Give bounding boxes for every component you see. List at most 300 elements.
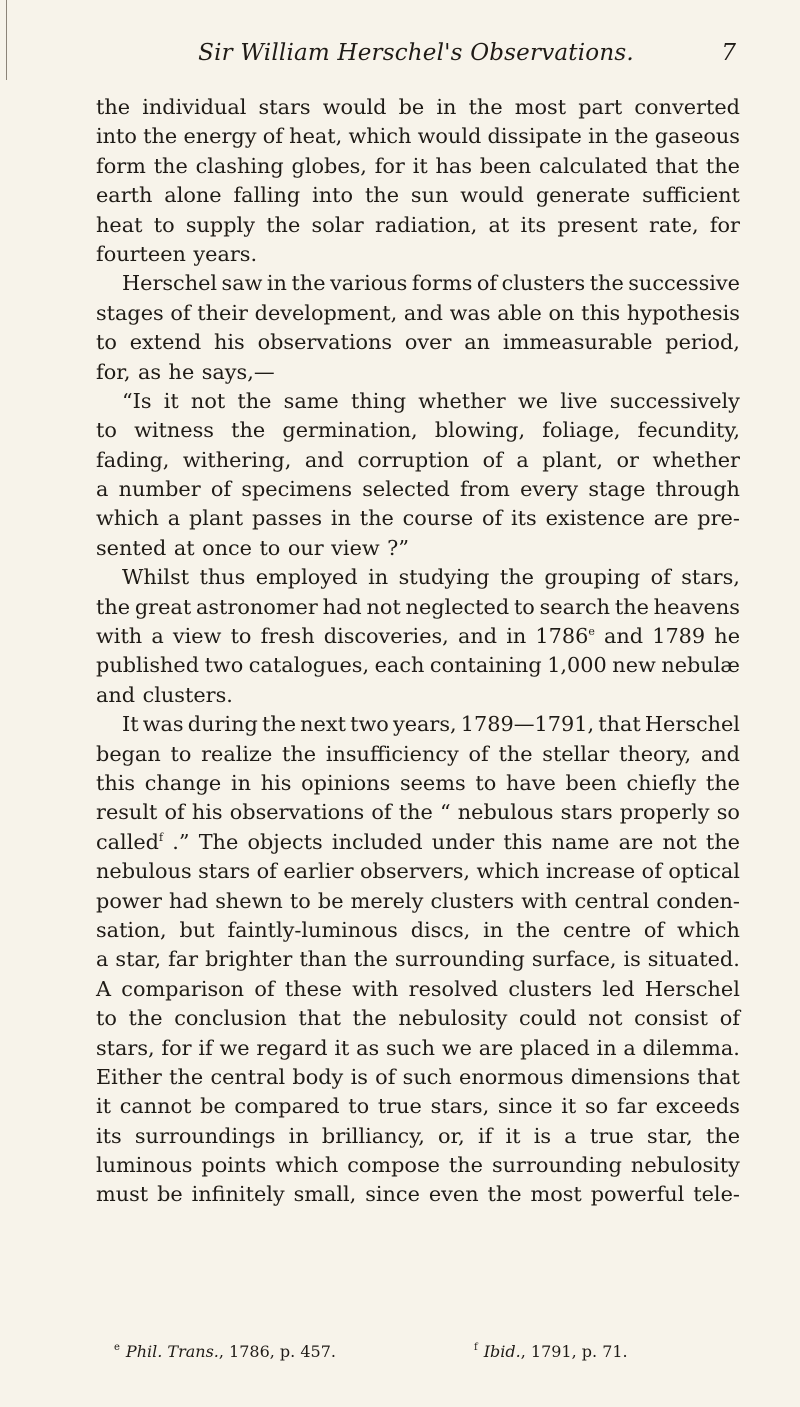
word: be: [398, 95, 425, 119]
footnote-source: Ibid.: [483, 1342, 521, 1361]
word: small,: [293, 1182, 357, 1207]
footnote-source: Phil. Trans.: [125, 1342, 219, 1361]
word: which: [96, 506, 159, 531]
text-line: [96, 1004, 740, 1033]
word: merely: [350, 888, 424, 913]
word: ?”: [387, 535, 409, 560]
word: as: [356, 1035, 380, 1060]
word: into: [96, 124, 137, 149]
text-line: [96, 916, 740, 945]
word: optical: [668, 859, 740, 884]
word: able: [497, 300, 542, 325]
word: star,: [647, 1123, 693, 1148]
word: been: [479, 153, 532, 178]
word: blowing,: [434, 418, 526, 443]
word: heat: [96, 212, 143, 237]
word: witness: [134, 418, 214, 443]
word: such: [385, 1035, 436, 1060]
text-line: [96, 857, 740, 886]
word: a: [151, 624, 164, 649]
word: this: [503, 829, 543, 854]
word: surface,: [531, 947, 617, 972]
word: stellar: [542, 741, 610, 766]
word: centre: [563, 917, 632, 942]
word: had: [322, 594, 362, 619]
word: Herschel: [644, 712, 740, 737]
word: corruption: [357, 447, 470, 472]
word: faintly-luminous: [227, 917, 398, 942]
word: surrounding: [491, 1153, 622, 1178]
running-title: Sir William Herschel's Observations.: [198, 40, 634, 66]
word: through: [655, 477, 740, 502]
word: to: [230, 624, 252, 649]
word: thus: [199, 565, 246, 590]
word: to: [259, 535, 281, 560]
word: .”: [172, 829, 190, 854]
word: the: [266, 212, 301, 237]
word: that: [298, 1006, 341, 1031]
word: of: [170, 300, 191, 325]
word: immeasurable: [502, 330, 653, 355]
word: the: [516, 917, 551, 942]
word: in: [288, 1123, 309, 1148]
word: nebulosity: [398, 1006, 508, 1031]
word: over: [404, 330, 452, 355]
word: clashing: [195, 153, 284, 178]
word: Herschel: [644, 976, 740, 1001]
word: 1786e: [535, 624, 595, 649]
word: of: [482, 447, 503, 472]
word: most: [514, 95, 567, 119]
text-line: [96, 828, 740, 857]
word: the: [128, 1006, 163, 1031]
word: sufficient: [642, 183, 740, 208]
text-line: [96, 651, 740, 680]
word: grouping: [544, 565, 641, 590]
word: be: [157, 1182, 183, 1207]
word: sation,: [96, 917, 167, 942]
word: under: [431, 829, 495, 854]
word: true: [589, 1123, 634, 1148]
word: in: [330, 506, 351, 531]
word: resolved: [408, 976, 499, 1001]
word: observations: [257, 330, 393, 355]
word: two: [350, 712, 389, 737]
word: clusters: [508, 976, 593, 1001]
word: globes,: [291, 153, 367, 178]
text-line: [96, 740, 740, 769]
word: since: [365, 1182, 420, 1207]
word: infinitely: [191, 1182, 285, 1207]
word: even: [428, 1182, 479, 1207]
word: not: [190, 388, 226, 413]
word: with: [96, 624, 143, 649]
text-line: [96, 1151, 740, 1180]
text-line: [96, 358, 740, 387]
word: nebulæ: [661, 653, 740, 678]
word: the: [468, 95, 503, 119]
word: of: [262, 124, 283, 149]
word: fecundity,: [637, 418, 740, 443]
text-line: [96, 1063, 740, 1092]
word: at: [173, 535, 195, 560]
word: a: [623, 1035, 636, 1060]
word: of: [468, 741, 489, 766]
word: to: [513, 594, 535, 619]
word: the: [352, 1006, 387, 1031]
word: is: [350, 1064, 368, 1089]
text-line: [96, 593, 740, 622]
word: central: [574, 888, 650, 913]
word: began: [96, 741, 161, 766]
word: with: [352, 976, 399, 1001]
page-edge-mark: [0, 0, 7, 80]
word: to: [96, 330, 117, 355]
word: of: [481, 506, 503, 531]
word: dilemma.: [642, 1035, 740, 1060]
word: next: [300, 712, 346, 737]
text-line: [96, 475, 740, 504]
word: search: [539, 594, 611, 619]
text-line: [96, 122, 740, 151]
word: hypothesis: [626, 300, 740, 325]
word: we: [517, 388, 549, 413]
text-line: [96, 181, 740, 210]
word: surrounding: [394, 947, 525, 972]
word: far: [168, 947, 199, 972]
word: so: [716, 800, 740, 825]
text-line: [96, 269, 740, 298]
word: number: [118, 477, 201, 502]
word: included: [331, 829, 423, 854]
word: stars,: [681, 565, 740, 590]
word: studying: [398, 565, 490, 590]
word: is: [533, 1123, 552, 1148]
word: be: [200, 1094, 226, 1119]
word: of: [643, 917, 665, 942]
word: passes: [251, 506, 322, 531]
word: its: [520, 212, 547, 237]
word: years.: [193, 241, 258, 266]
word: astronomer: [195, 594, 318, 619]
word: supply: [185, 212, 255, 237]
word: every: [520, 477, 579, 502]
word: to: [348, 1094, 370, 1119]
word: conden-: [656, 888, 740, 913]
word: placed: [520, 1035, 590, 1060]
footnote-f: [474, 1339, 628, 1365]
word: of: [254, 976, 275, 1001]
word: his: [214, 330, 245, 355]
word: nebulous: [457, 800, 554, 825]
word: to: [170, 741, 192, 766]
word: calculated: [538, 153, 648, 178]
word: in: [230, 770, 251, 795]
word: gaseous: [654, 124, 740, 149]
word: opinions: [301, 770, 391, 795]
word: their: [197, 300, 248, 325]
text-line: [96, 945, 740, 974]
word: great: [134, 594, 192, 619]
word: brilliancy,: [321, 1123, 425, 1148]
word: at: [488, 212, 510, 237]
word: in: [436, 95, 457, 119]
text-line: [96, 387, 740, 416]
word: body: [292, 1064, 344, 1089]
word: clusters.: [142, 682, 233, 707]
text-line: [96, 328, 740, 357]
word: falling: [233, 183, 301, 208]
word: withering,: [182, 447, 292, 472]
word: the: [96, 95, 131, 119]
word: must: [96, 1182, 149, 1207]
word: been: [565, 770, 617, 795]
word: increase: [545, 859, 636, 884]
word: employed: [255, 565, 358, 590]
word: called$^f$: [96, 829, 164, 854]
word: plant: [188, 506, 244, 531]
word: whether: [652, 447, 740, 472]
word: the: [353, 947, 388, 972]
word: says,—: [201, 359, 275, 384]
text-line: [96, 710, 740, 739]
word: present: [557, 212, 638, 237]
word: as: [137, 359, 162, 384]
running-head: [96, 40, 736, 74]
word: the: [705, 1123, 740, 1148]
word: dissipate: [487, 124, 582, 149]
word: we: [219, 1035, 250, 1060]
word: to: [153, 212, 175, 237]
word: such: [402, 1064, 452, 1089]
word: pre-: [697, 506, 740, 531]
word: the: [448, 1153, 483, 1178]
word: the: [499, 565, 534, 590]
word: the: [705, 770, 740, 795]
word: to: [96, 1006, 117, 1031]
page-number: 7: [721, 40, 736, 66]
word: view: [331, 535, 380, 560]
word: change: [144, 770, 222, 795]
word: sented: [96, 535, 167, 560]
word: fourteen: [96, 241, 186, 266]
word: the: [498, 741, 533, 766]
word: he: [168, 359, 195, 384]
word: and: [700, 741, 740, 766]
word: to: [96, 418, 117, 443]
word: not: [366, 594, 401, 619]
word: of: [375, 1064, 396, 1089]
word: 1789—1791,: [460, 712, 595, 737]
word: of: [719, 1006, 740, 1031]
word: of: [256, 859, 277, 884]
word: have: [505, 770, 556, 795]
word: its: [511, 506, 537, 531]
word: enormous: [459, 1064, 564, 1089]
word: view: [172, 624, 222, 649]
word: chiefly: [626, 770, 697, 795]
word: “: [439, 800, 451, 825]
word: of: [641, 859, 662, 884]
word: once: [202, 535, 252, 560]
word: of: [210, 477, 232, 502]
word: star,: [115, 947, 162, 972]
text-line: [96, 622, 740, 651]
word: of: [650, 565, 671, 590]
word: plant,: [542, 447, 603, 472]
word: are: [478, 1035, 514, 1060]
word: 1,000: [547, 653, 607, 678]
word: which: [348, 124, 412, 149]
word: name: [551, 829, 610, 854]
word: the: [398, 800, 433, 825]
word: rate,: [648, 212, 699, 237]
word: comparison: [121, 976, 245, 1001]
footnotes: [96, 1339, 740, 1365]
text-line: [96, 211, 740, 240]
word: that: [697, 1064, 740, 1089]
word: far: [616, 1094, 647, 1119]
word: tele-: [693, 1182, 740, 1207]
word: which: [275, 1153, 339, 1178]
word: It: [122, 712, 139, 737]
word: nebulosity: [630, 1153, 740, 1178]
word: Either: [96, 1064, 162, 1089]
word: the: [705, 829, 740, 854]
word: on: [548, 300, 575, 325]
word: sun: [410, 183, 449, 208]
word: a: [516, 447, 529, 472]
word: and: [96, 682, 136, 707]
word: shewn: [215, 888, 283, 913]
text-line: [96, 504, 740, 533]
word: successive: [628, 271, 740, 296]
word: would: [322, 95, 387, 119]
word: stages: [96, 300, 164, 325]
word: form: [96, 153, 146, 178]
word: various: [329, 271, 408, 296]
word: a: [564, 1123, 577, 1148]
word: catalogues,: [248, 653, 370, 678]
word: is: [623, 947, 641, 972]
word: part: [578, 95, 623, 119]
word: years,: [392, 712, 457, 737]
word: a: [167, 506, 181, 531]
word: regard: [256, 1035, 328, 1060]
word: the: [614, 594, 649, 619]
word: from: [459, 477, 510, 502]
word: which: [476, 859, 540, 884]
word: the: [614, 124, 649, 149]
word: discs,: [410, 917, 471, 942]
word: cannot: [119, 1094, 192, 1119]
word: true: [377, 1094, 422, 1119]
word: of: [371, 800, 392, 825]
word: individual: [142, 95, 247, 119]
word: since: [497, 1094, 553, 1119]
word: generate: [535, 183, 631, 208]
word: if: [477, 1123, 493, 1148]
word: selected: [362, 477, 450, 502]
word: most: [530, 1182, 582, 1207]
word: fresh: [260, 624, 315, 649]
word: we: [441, 1035, 472, 1060]
word: the: [169, 1064, 204, 1089]
word: a: [96, 477, 109, 502]
word: 1789: [652, 624, 706, 649]
word: are: [618, 829, 654, 854]
word: the: [96, 594, 131, 619]
word: observers,: [360, 859, 471, 884]
word: in: [368, 565, 389, 590]
word: of: [164, 800, 185, 825]
word: would: [460, 183, 524, 208]
word: successively: [609, 388, 740, 413]
word: central: [210, 1064, 286, 1089]
word: heat,: [289, 124, 343, 149]
word: points: [201, 1153, 267, 1178]
text-line: [96, 887, 740, 916]
word: had: [169, 888, 209, 913]
word: the: [364, 183, 400, 208]
word: new: [612, 653, 656, 678]
word: powerful: [590, 1182, 685, 1207]
text-line: [96, 1122, 740, 1151]
word: Whilst: [122, 565, 190, 590]
word: containing: [429, 653, 542, 678]
word: The: [198, 829, 239, 854]
word: earlier: [283, 859, 354, 884]
footnote-reference: e: [588, 625, 595, 639]
footnote-detail: , 1786, p. 457.: [218, 1342, 336, 1361]
word: so: [584, 1094, 609, 1119]
word: theory,: [618, 741, 692, 766]
footnote-marker: e: [114, 1342, 120, 1353]
word: in: [596, 1035, 617, 1060]
word: saw: [221, 271, 263, 296]
word: same: [283, 388, 339, 413]
word: realize: [201, 741, 273, 766]
word: specimens: [241, 477, 352, 502]
word: its: [96, 1123, 122, 1148]
word: two: [204, 653, 244, 678]
word: than: [299, 947, 347, 972]
word: heavens: [653, 594, 740, 619]
word: published: [96, 653, 200, 678]
word: converted: [634, 95, 740, 119]
word: A: [96, 976, 112, 1001]
footnote-e: [114, 1339, 336, 1365]
word: for: [374, 153, 405, 178]
word: course: [402, 506, 474, 531]
text-line: [96, 152, 740, 181]
word: for,: [96, 359, 131, 384]
word: has: [435, 153, 472, 178]
word: neglected: [405, 594, 510, 619]
word: power: [96, 888, 162, 913]
word: to: [475, 770, 497, 795]
footnote-detail: , 1791, p. 71.: [520, 1342, 628, 1361]
word: nebulous: [96, 859, 192, 884]
word: stars,: [430, 1094, 490, 1119]
word: it: [561, 1094, 577, 1119]
word: and: [603, 624, 644, 649]
word: stars: [560, 800, 613, 825]
text-line: [96, 975, 740, 1004]
word: and: [304, 447, 344, 472]
word: was: [142, 712, 184, 737]
word: in: [588, 124, 609, 149]
